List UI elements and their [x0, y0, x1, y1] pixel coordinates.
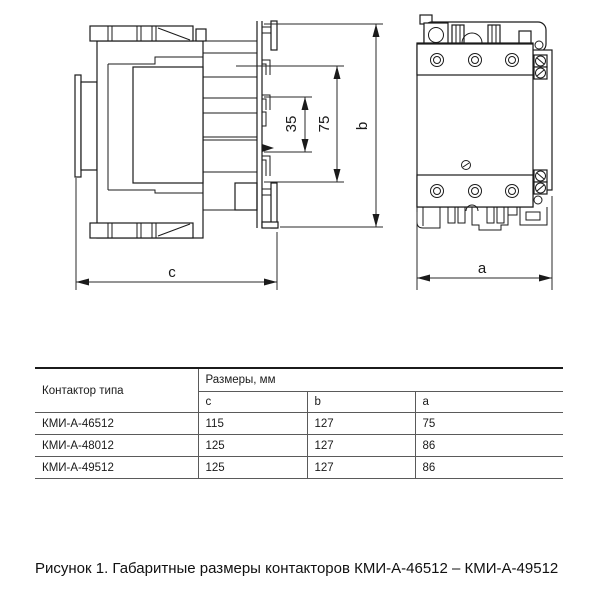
cell-b: 127 [307, 435, 415, 457]
table-subheader-b: b [307, 392, 415, 413]
table-subheader-a: a [415, 392, 563, 413]
cell-b: 127 [307, 413, 415, 435]
table-header-contactor-type: Контактор типа [35, 368, 198, 413]
side-view-drawing [75, 26, 257, 238]
dim-label-b: b [354, 121, 371, 131]
cell-c: 125 [198, 457, 307, 479]
cell-b: 127 [307, 457, 415, 479]
cell-a: 75 [415, 413, 563, 435]
mounting-feet [417, 205, 547, 230]
table-header-dimensions: Размеры, мм [198, 368, 563, 392]
cell-a: 86 [415, 457, 563, 479]
dim-label-a: a [477, 260, 487, 277]
figure-caption: Рисунок 1. Габаритные размеры контакторов КМИ-А-46512 – КМИ-А-49512 [35, 560, 559, 577]
cell-c: 115 [198, 413, 307, 435]
din-rail-profile [257, 21, 278, 228]
dimension-35 [264, 97, 312, 152]
table-subheader-c: c [198, 392, 307, 413]
dim-label-35: 35 [283, 115, 300, 133]
cell-a: 86 [415, 435, 563, 457]
table-row [35, 413, 563, 435]
dim-label-75: 75 [316, 115, 333, 133]
front-view-drawing [417, 15, 552, 230]
cell-type: КМИ-А-48012 [35, 435, 198, 457]
cell-type: КМИ-А-46512 [35, 413, 198, 435]
table-row [35, 435, 563, 457]
cell-c: 125 [198, 435, 307, 457]
dimensions-table [35, 367, 563, 479]
table-row [35, 457, 563, 479]
dimension-a [417, 196, 552, 290]
cell-type: КМИ-А-49512 [35, 457, 198, 479]
dim-label-c: c [168, 264, 176, 281]
